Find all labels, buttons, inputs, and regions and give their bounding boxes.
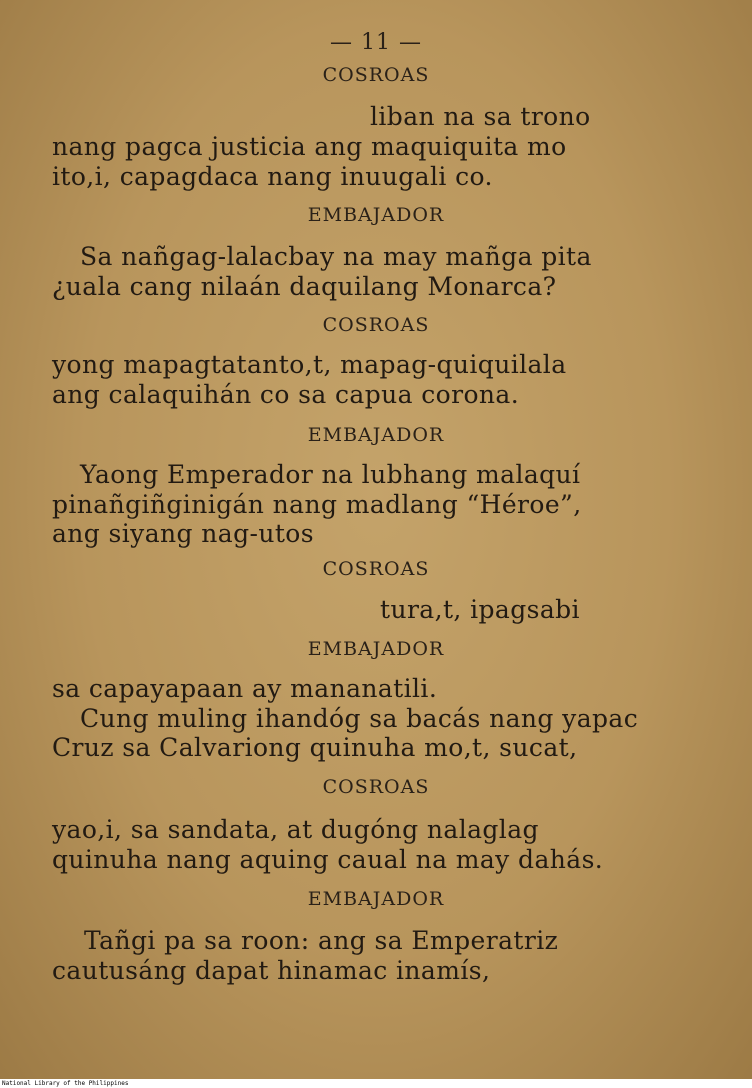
verse-line: yao,i, sa sandata, at dugóng nalaglag xyxy=(52,815,539,844)
library-watermark: National Library of the Philippines xyxy=(0,1079,752,1088)
verse-line: nang pagca justicia ang maquiquita mo xyxy=(52,132,567,161)
verse-line: ¿uala cang nilaán daquilang Monarca? xyxy=(52,272,557,301)
speaker-heading: COSROAS xyxy=(322,314,430,336)
speaker-heading: EMBAJADOR xyxy=(307,424,445,446)
verse-line: sa capayapaan ay mananatili. xyxy=(52,674,438,703)
speaker-heading: EMBAJADOR xyxy=(307,638,445,660)
verse-line: pinañgiñginigán nang madlang “Héroe”, xyxy=(52,490,582,519)
speaker-heading: EMBAJADOR xyxy=(307,204,445,226)
verse-line: ang siyang nag-utos xyxy=(52,519,314,548)
speaker-heading: COSROAS xyxy=(322,776,430,798)
verse-line: Cruz sa Calvariong quinuha mo,t, sucat, xyxy=(52,733,578,762)
verse-line: ang calaquihán co sa capua corona. xyxy=(52,380,520,409)
speaker-heading: COSROAS xyxy=(322,558,430,580)
speaker-heading: COSROAS xyxy=(322,64,430,86)
verse-line: Sa nañgag-lalacbay na may mañga pita xyxy=(80,242,592,271)
verse-line: Tañgi pa sa roon: ang sa Emperatriz xyxy=(84,926,559,955)
verse-line: tura,t, ipagsabi xyxy=(380,595,580,624)
verse-line: Cung muling ihandóg sa bacás nang yapac xyxy=(80,704,639,733)
verse-line: Yaong Emperador na lubhang malaquí xyxy=(80,460,581,489)
verse-line: liban na sa trono xyxy=(370,102,591,131)
verse-line: cautusáng dapat hinamac inamís, xyxy=(52,956,491,985)
verse-line: yong mapagtatanto,t, mapag-quiquilala xyxy=(52,350,567,379)
verse-line: ito,i, capagdaca nang inuugali co. xyxy=(52,162,493,191)
speaker-heading: EMBAJADOR xyxy=(307,888,445,910)
verse-line: quinuha nang aquing caual na may dahás. xyxy=(52,845,604,874)
page-number: — 11 — xyxy=(330,30,422,55)
